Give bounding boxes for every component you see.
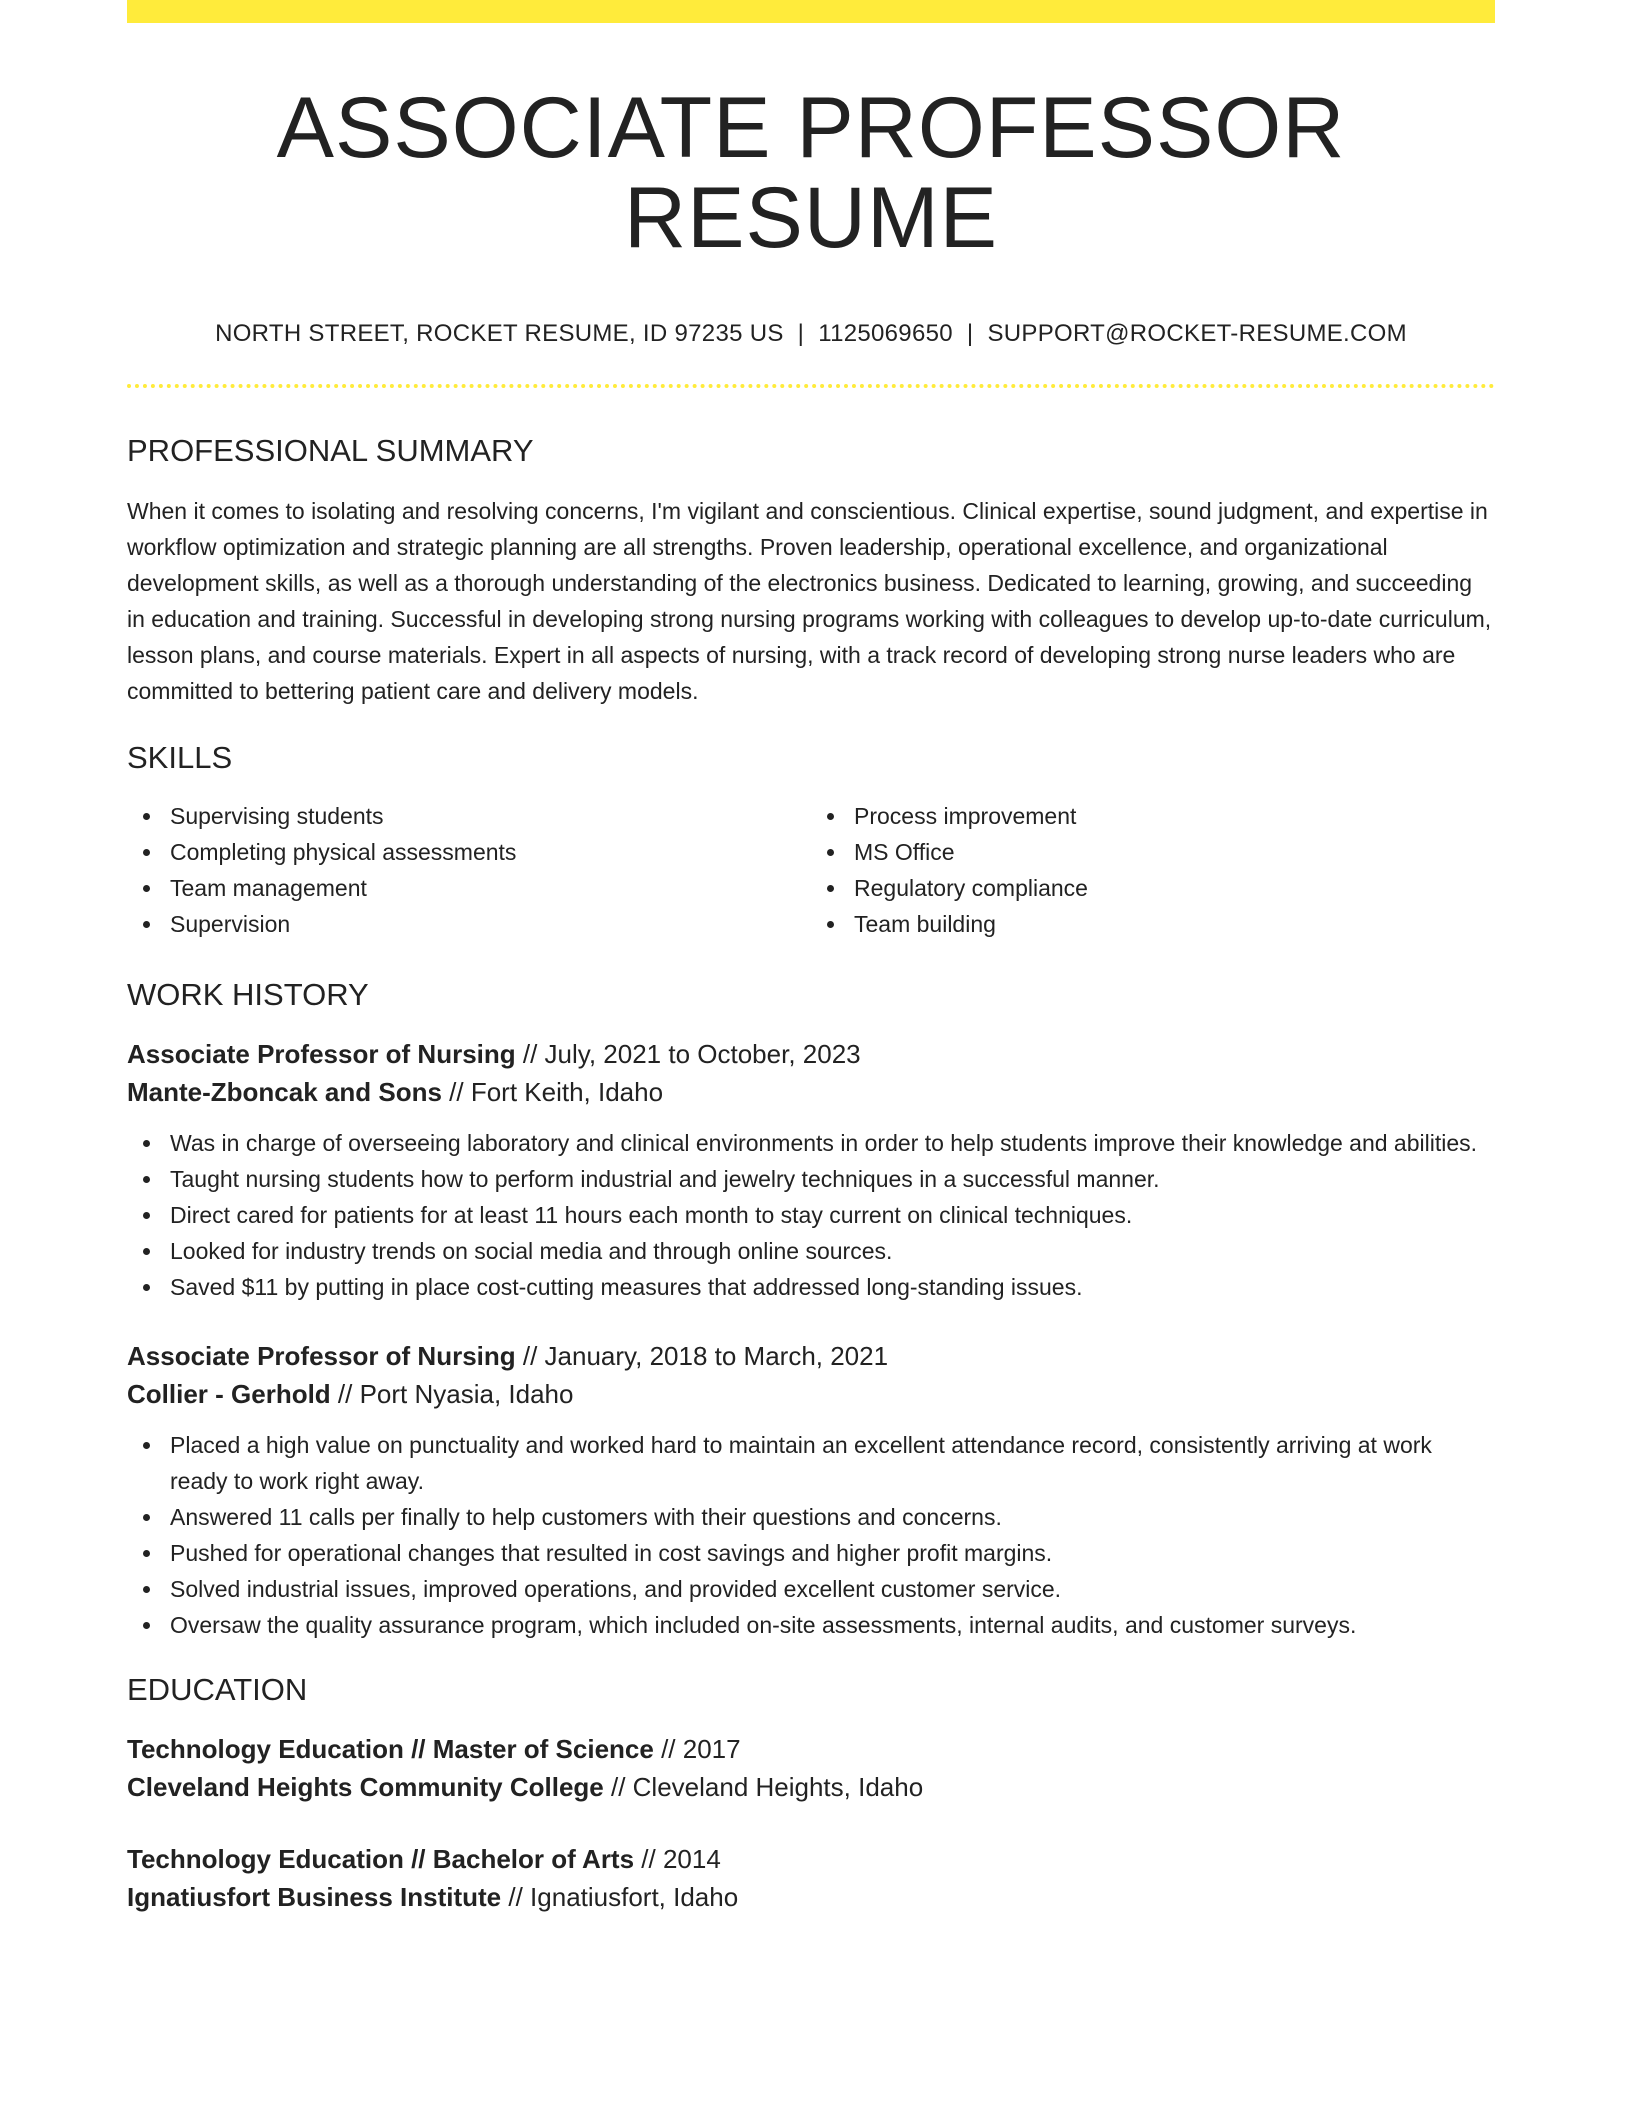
contact-email: SUPPORT@ROCKET-RESUME.COM (987, 319, 1407, 347)
education-school: Ignatiusfort Business Institute (127, 1882, 502, 1913)
education-degree-line (127, 1840, 1495, 1878)
contact-address: NORTH STREET, ROCKET RESUME, ID 97235 US (215, 319, 784, 347)
job-bullet: Looked for industry trends on social media and through online sources. (127, 1233, 1495, 1269)
skills-column-left (127, 798, 811, 942)
job-location: // Port Nyasia, Idaho (330, 1379, 574, 1410)
skill-item: Supervision (127, 906, 811, 942)
job-dates: // July, 2021 to October, 2023 (515, 1039, 861, 1070)
job-location: // Fort Keith, Idaho (441, 1077, 664, 1108)
job-bullet: Saved $11 by putting in place cost-cutting measures that addressed long-standing issues. (127, 1269, 1495, 1305)
job-bullet: Oversaw the quality assurance program, which included on-site assessments, internal audits, and customer surveys. (127, 1607, 1495, 1643)
contact-separator: | (797, 319, 805, 347)
education-degree: Technology Education // Master of Science (127, 1734, 654, 1765)
education-location: // Ignatiusfort, Idaho (501, 1882, 739, 1913)
skills-list (127, 798, 1495, 942)
job-title: Associate Professor of Nursing (127, 1341, 516, 1372)
job-bullet: Direct cared for patients for at least 11 hours each month to stay current on clinical techniques. (127, 1197, 1495, 1233)
job-entry (127, 1035, 1495, 1305)
job-bullets (127, 1125, 1495, 1305)
job-company: Collier - Gerhold (127, 1379, 331, 1410)
education-year: // 2014 (634, 1844, 721, 1875)
skill-item: Regulatory compliance (811, 870, 1495, 906)
skill-item: MS Office (811, 834, 1495, 870)
education-school: Cleveland Heights Community College (127, 1772, 604, 1803)
job-bullet: Placed a high value on punctuality and worked hard to maintain an excellent attendance record, consistently arriving at work ready to work right away. (127, 1427, 1495, 1499)
accent-top-bar (127, 0, 1495, 23)
job-entry (127, 1337, 1495, 1643)
skill-item: Team building (811, 906, 1495, 942)
contact-phone: 1125069650 (818, 319, 953, 347)
education-degree-line (127, 1730, 1495, 1768)
education-location: // Cleveland Heights, Idaho (603, 1772, 924, 1803)
job-dates: // January, 2018 to March, 2021 (515, 1341, 889, 1372)
skill-item: Supervising students (127, 798, 811, 834)
education-year: // 2017 (653, 1734, 741, 1765)
job-bullets (127, 1427, 1495, 1643)
job-bullet: Pushed for operational changes that resulted in cost savings and higher profit margins. (127, 1535, 1495, 1571)
skill-item: Completing physical assessments (127, 834, 811, 870)
work-history-heading: WORK HISTORY (127, 976, 369, 1012)
job-title-line (127, 1035, 1495, 1073)
contact-separator: | (966, 319, 974, 347)
education-school-line (127, 1878, 1495, 1916)
education-entry (127, 1840, 1495, 1916)
summary-text: When it comes to isolating and resolving concerns, I'm vigilant and conscientious. Clinical expertise, sound judgment, and expertise in workflow optimization and strategic planning are all strengths. Proven leadership, operational excellence, and organizational development skills, as well as a thorough understanding of the electronics business. Dedicated to learning, growing, and succeeding in education and training. Successful in developing strong nursing programs working with colleagues to develop up-to-date curriculum, lesson plans, and course materials. Expert in all aspects of nursing, with a track record of developing strong nurse leaders who are committed to bettering patient care and delivery models. (127, 497, 1492, 704)
job-bullet: Solved industrial issues, improved operations, and provided excellent customer service. (127, 1571, 1495, 1607)
resume-title: ASSOCIATE PROFESSOR RESUME (276, 80, 1346, 267)
education-school-line (127, 1768, 1495, 1806)
job-bullet: Taught nursing students how to perform industrial and jewelry techniques in a successful manner. (127, 1161, 1495, 1197)
education-heading: EDUCATION (127, 1672, 308, 1708)
job-company-line (127, 1073, 1495, 1111)
resume-page (127, 0, 1495, 1916)
skill-item: Team management (127, 870, 811, 906)
skill-item: Process improvement (811, 798, 1495, 834)
job-title-line (127, 1337, 1495, 1375)
education-degree: Technology Education // Bachelor of Arts (127, 1844, 635, 1875)
education-entry (127, 1730, 1495, 1806)
dotted-divider (127, 384, 1495, 388)
job-company: Mante-Zboncak and Sons (127, 1077, 442, 1108)
job-bullet: Was in charge of overseeing laboratory and clinical environments in order to help students improve their knowledge and abilities. (127, 1125, 1495, 1161)
skills-heading: SKILLS (127, 739, 233, 775)
skills-column-right (811, 798, 1495, 942)
job-bullet: Answered 11 calls per finally to help customers with their questions and concerns. (127, 1499, 1495, 1535)
contact-line (127, 320, 1495, 348)
job-title: Associate Professor of Nursing (127, 1039, 516, 1070)
summary-heading: PROFESSIONAL SUMMARY (127, 432, 534, 468)
job-company-line (127, 1375, 1495, 1413)
